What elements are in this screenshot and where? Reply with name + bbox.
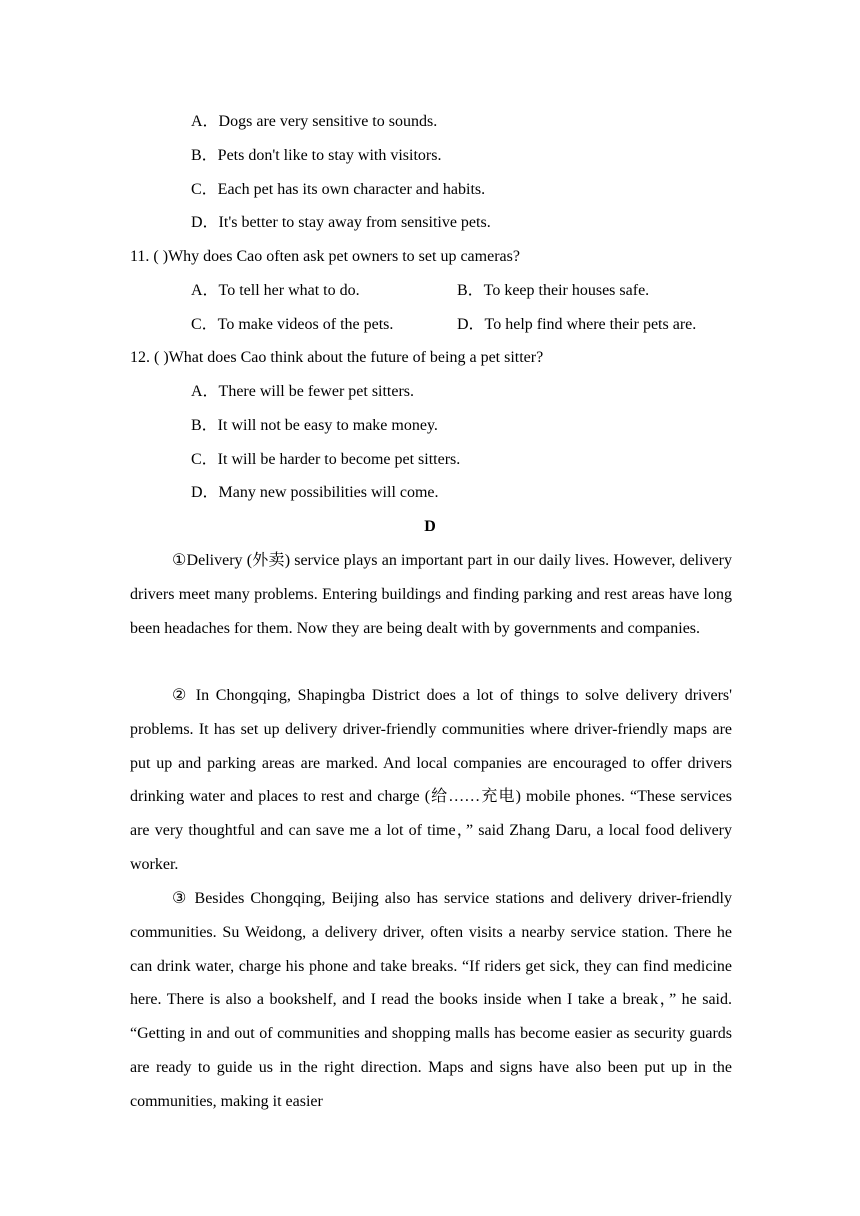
q11-option-d: D．To help find where their pets are.	[457, 316, 697, 333]
q11-option-b: B．To keep their houses safe.	[457, 282, 650, 299]
section-heading: D	[424, 518, 436, 535]
q11-option-c: C．To make videos of the pets.	[191, 316, 394, 333]
q12-option-d: D．Many new possibilities will come.	[191, 484, 439, 501]
q10-option-b: B．Pets don't like to stay with visitors.	[191, 147, 442, 164]
q10-option-c: C．Each pet has its own character and habits.	[191, 181, 486, 198]
passage-paragraph-3: ③ Besides Chongqing, Beijing also has service stations and delivery driver-friendly communities. Su Weidong, a delivery driver, often visits a nearby service station. There he can drink water, charge his phone and take breaks. “If riders get sick, they can find medicine here. There is also a bookshelf, and I read the books inside when I take a break，” he said. “Getting in and out of communities and shopping malls has become easier as security guards are ready to guide us in the right direction. Maps and signs have also been put up in the communities, making it easier	[130, 890, 732, 1110]
passage-paragraph-1: ①Delivery (外卖) service plays an important part in our daily lives. However, delivery drivers meet many problems. Entering buildings and finding parking and rest areas have long been headaches for them. Now they are being dealt with by governments and companies.	[130, 552, 732, 637]
q12-option-b: B．It will not be easy to make money.	[191, 417, 438, 434]
passage-paragraph-2: ② In Chongqing, Shapingba District does a lot of things to solve delivery drivers' problems. It has set up delivery driver-friendly communities where driver-friendly maps are put up and parking areas are marked. And local companies are encouraged to offer drivers drinking water and places to rest and charge (给……充电) mobile phones. “These services are very thoughtful and can save me a lot of time，” said Zhang Daru, a local food delivery worker.	[130, 687, 732, 873]
q12-stem: 12. ( )What does Cao think about the future of being a pet sitter?	[130, 349, 544, 366]
q11-option-a: A．To tell her what to do.	[191, 282, 360, 299]
q12-option-a: A．There will be fewer pet sitters.	[191, 383, 415, 400]
q10-option-a: A．Dogs are very sensitive to sounds.	[191, 113, 438, 130]
q10-option-d: D．It's better to stay away from sensitive pets.	[191, 214, 491, 231]
q11-stem: 11. ( )Why does Cao often ask pet owners to set up cameras?	[130, 248, 520, 265]
q12-option-c: C．It will be harder to become pet sitters.	[191, 451, 461, 468]
